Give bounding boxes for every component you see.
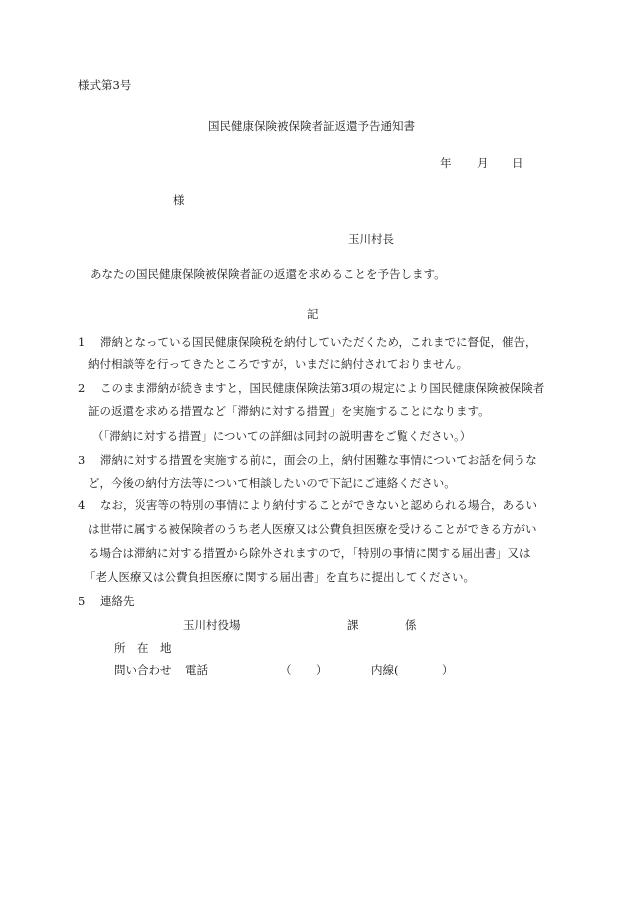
form-number: 様式第3号: [78, 78, 132, 92]
ki-heading: 記: [307, 307, 319, 321]
contact-ka: 課: [347, 618, 359, 632]
item-line: このまま滞納が続きますと，国民健康保険法第3項の規定により国民健康保険被保険者: [100, 381, 545, 395]
item-line: 滞納となっている国民健康保険税を納付していただくため，これまでに督促，催告，: [100, 335, 537, 349]
item-number: 5: [78, 594, 86, 608]
item-number: 2: [78, 381, 86, 395]
item-line: ど，今後の納付方法等について相談したいので下記にご連絡ください。: [88, 476, 456, 490]
ext-label: 内線(: [371, 663, 399, 677]
item-line: なお，災害等の特別の事情により納付することができないと認められる場合，あるい: [100, 498, 537, 512]
addressee-suffix: 様: [173, 193, 185, 207]
item-line: 「老人医療又は公費負担医療に関する届出書」を直ちに提出してください。: [84, 570, 475, 584]
item-number: 1: [78, 335, 86, 349]
date-month: 月: [477, 156, 489, 170]
date-day: 日: [512, 156, 524, 170]
item-number: 4: [78, 498, 86, 512]
contact-kakari: 係: [405, 618, 417, 632]
item-line: 納付相談等を行ってきたところですが，いまだに納付されておりません。: [88, 357, 469, 371]
item-line: 証の返還を求める措置など「滞納に対する措置」を実施することになります。: [88, 404, 490, 418]
item-line: （「滞納に対する措置」についての詳細は同封の説明書をご覧ください。）: [92, 429, 472, 443]
address-label: 所 在 地: [114, 641, 172, 655]
ext-paren-close: ）: [442, 663, 454, 677]
item-line: 滞納に対する措置を実施する前に，面会の上，納付困難な事情についてお話を伺うな: [100, 453, 537, 467]
item-number: 3: [78, 453, 86, 467]
date-year: 年: [440, 156, 452, 170]
tel-label: 電話: [185, 663, 208, 677]
contact-office: 玉川村役場: [183, 618, 241, 632]
tel-paren-open: （: [280, 663, 292, 677]
tel-paren-close: ）: [316, 663, 328, 677]
item-line: 連絡先: [100, 594, 135, 608]
item-line: る場合は滞納に対する措置から除外されますので，「特別の事情に関する届出書」又は: [88, 546, 531, 560]
intro-text: あなたの国民健康保険被保険者証の返還を求めることを予告します。: [90, 267, 446, 281]
sender-name: 玉川村長: [348, 232, 394, 246]
document-title: 国民健康保険被保険者証返還予告通知書: [208, 119, 415, 133]
item-line: は世帯に属する被保険者のうち老人医療又は公費負担医療を受けることができる方がい: [88, 522, 537, 536]
inquiry-label: 問い合わせ: [114, 663, 172, 677]
